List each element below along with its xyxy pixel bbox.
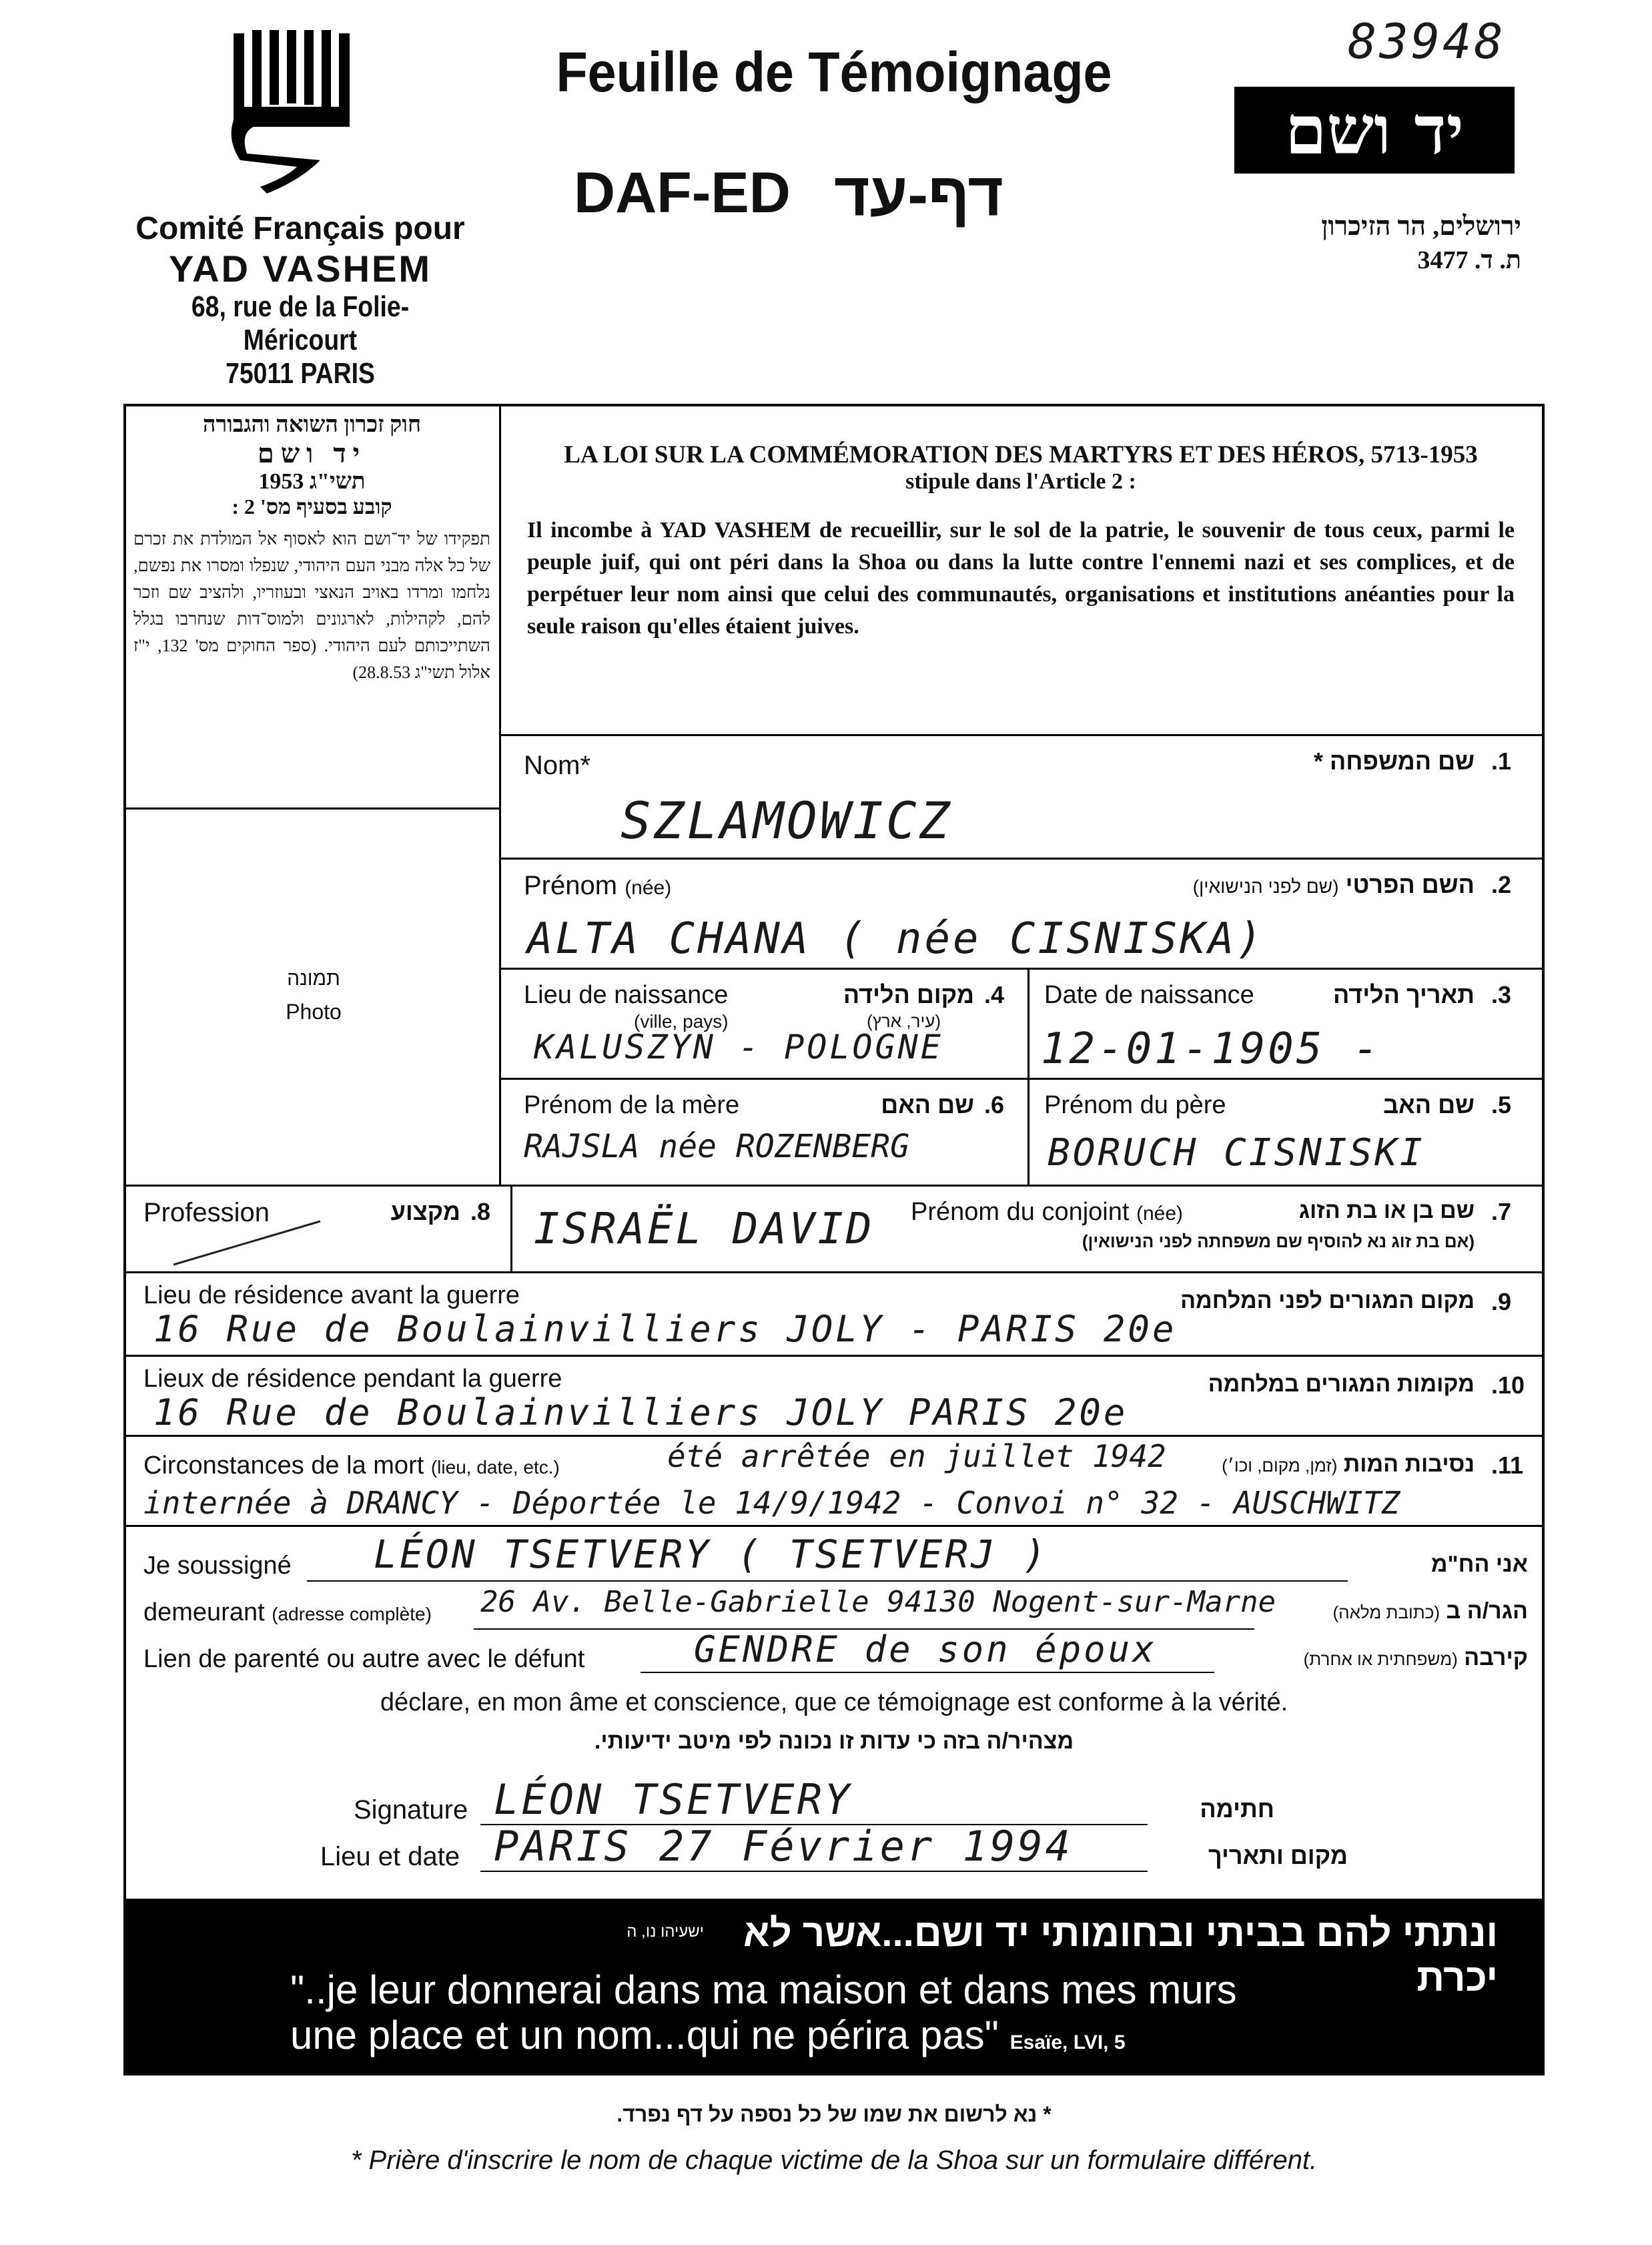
field-profession-label-hebrew: מקצוע (390, 1198, 460, 1225)
banner-line-2 (290, 2012, 1126, 2058)
field-lieu-naissance-label: Lieu de naissance (524, 981, 729, 1009)
field-profession-label: Profession (143, 1198, 270, 1227)
field-lieu-naissance-label-hebrew: מקום הלידה (843, 981, 974, 1008)
hebrew-law-bottom (123, 808, 500, 810)
yad-vashem-hebrew-logo (1234, 87, 1515, 174)
yad-vashem-menorah-logo (227, 27, 360, 200)
field-lieu-naissance-note: (ville, pays) (634, 1011, 729, 1032)
field-prenom-number: .2 (1491, 871, 1512, 898)
field-date-naissance-label: Date de naissance (1044, 981, 1254, 1009)
field-nom-number: .1 (1491, 747, 1512, 775)
signature-label-hebrew: חתימה (1200, 1795, 1274, 1823)
field-profession-strike (167, 1215, 327, 1268)
footer-french: * Prière d'inscrire le nom de chaque victime de la Shoa sur un formulaire différent. (350, 2146, 1318, 2175)
field-prenom-value: ALTA CHANA ( née CISNISKA) (527, 914, 1265, 964)
field-profession-number: .8 (470, 1198, 491, 1225)
field-mere-number: .6 (984, 1091, 1005, 1118)
place-date-line (480, 1871, 1148, 1872)
field-residence-avant-label-hebrew: מקום המגורים לפני המלחמה (1180, 1288, 1475, 1313)
field-residence-avant-label: Lieu de résidence avant la guerre (143, 1281, 520, 1309)
banner-line-2-text: une place et un nom...qui ne périra pas" (290, 2013, 999, 2057)
row-line-circonstances (123, 1435, 1545, 1437)
field-residence-pendant-value: 16 Rue de Boulainvilliers JOLY PARIS 20e (153, 1391, 1128, 1433)
field-pere-label: Prénom du père (1044, 1091, 1226, 1119)
field-conjoint-value: ISRAËL DAVID (534, 1205, 875, 1254)
row-line-residence-pendant (123, 1355, 1545, 1357)
declarant-name-value: LÉON TSETVERY ( TSETVERJ ) (374, 1532, 1049, 1577)
field-date-naissance-number: .3 (1491, 981, 1512, 1008)
field-conjoint-label-note: (née) (1136, 1203, 1184, 1225)
field-pere-value: BORUCH CISNISKI (1048, 1131, 1425, 1175)
declarant-rel-label-hebrew-text: קירבה (1464, 1645, 1528, 1670)
french-law (527, 440, 1515, 643)
hebrew-law-body: תפקידו של יד־ושם הוא לאסוף אל המולדת את זכרם של כל אלה מבני העם היהודי, שנפלו ומסרו את נפשם, נלחמו ומרדו באויב הנאצי ובעוזריו, ולהציב שם וזכר להם, לקהילות, לארגונים ולמוס־דות שנחרבו בגלל השתייכותם לעם היהודי. (ספר החוקים מס' 132, י"ז אלול תשי"ג 28.8.53) (133, 529, 490, 682)
hebrew-law (133, 412, 490, 686)
declarant-rel-label: Lien de parenté ou autre avec le défunt (143, 1645, 585, 1673)
hebrew-law-title: חוק זכרון השואה והגבורה (202, 412, 422, 437)
org-line-3: 68, rue de la Folie-Méricourt (191, 290, 410, 356)
field-circonstances-label-hebrew-note: (זמן, מקום, וכו׳) (1222, 1456, 1338, 1476)
field-prenom-label-note: (née) (625, 877, 672, 899)
field-nom-value: SZLAMOWICZ (621, 791, 953, 850)
page-title: Feuille de Témoignage (556, 41, 1112, 103)
field-lieu-naissance-number: .4 (984, 981, 1005, 1008)
org-block (113, 210, 487, 390)
col-divider-naissance (1027, 968, 1029, 1187)
field-circonstances-value-2: internée à DRANCY - Déportée le 14/9/1942 - Convoi n° 32 - AUSCHWITZ (143, 1485, 1400, 1521)
place-date-label: Lieu et date (320, 1842, 460, 1871)
field-prenom-label-hebrew (1068, 871, 1475, 899)
place-date-value: PARIS 27 Février 1994 (494, 1822, 1073, 1871)
field-conjoint-number: .7 (1491, 1198, 1512, 1225)
archive-number: 83948 (1348, 13, 1506, 69)
photo-label-hebrew: תמונה (287, 968, 340, 990)
declarant-addr-label (143, 1598, 432, 1627)
field-conjoint-label-text: Prénom du conjoint (911, 1198, 1130, 1226)
field-mere-label-hebrew: שם האם (881, 1091, 974, 1118)
field-circonstances-number: .11 (1491, 1452, 1524, 1479)
declarant-name-line (307, 1580, 1348, 1582)
row-line-declarant (123, 1525, 1545, 1527)
field-conjoint-label-hebrew: שם בן או בת הזוג (1298, 1198, 1475, 1223)
field-lieu-naissance-value: KALUSZYN - POLOGNE (534, 1028, 943, 1066)
logo-hebrew-text: יד ושם (1285, 91, 1464, 170)
field-mere-value: RAJSLA née ROZENBERG (524, 1128, 909, 1165)
declaration-hebrew: מצהיר/ה בזה כי עדות זו נכונה לפי מיטב ידיעותי. (594, 1728, 1074, 1754)
declarant-addr-note-hebrew: (כתובת מלאה) (1332, 1602, 1440, 1622)
field-pere-number: .5 (1491, 1091, 1512, 1118)
field-prenom-label (524, 871, 671, 901)
declaration-french: déclare, en mon âme et conscience, que ce témoignage est conforme à la vérité. (380, 1688, 1288, 1716)
field-pere-label-hebrew: שם האב (1383, 1091, 1475, 1118)
org-line-2: YAD VASHEM (168, 248, 432, 290)
field-nom-label-hebrew: שם המשפחה * (1313, 747, 1475, 775)
daf-ed-hebrew-title: דף-עד (834, 161, 1003, 229)
declarant-name-label-hebrew: אני הח"מ (1430, 1552, 1528, 1577)
field-conjoint-note-hebrew: (אם בת זוג נא להוסיף שם משפחתה לפני הנישואין) (1082, 1231, 1475, 1251)
field-residence-pendant-number: .10 (1491, 1371, 1525, 1399)
field-residence-avant-number: .9 (1491, 1288, 1512, 1315)
banner-hebrew: ונתתי להם בביתי ובחומותי יד ושם...אשר לא יכרת (743, 1911, 1498, 1999)
photo-label: Photo (286, 1000, 342, 1024)
field-circonstances-label-text: Circonstances de la mort (143, 1452, 424, 1480)
banner-ref: Esaïe, LVI, 5 (1009, 2031, 1126, 2053)
signature-label: Signature (354, 1795, 468, 1825)
row-line-nom (499, 734, 1545, 736)
field-prenom-label-hebrew-note: (שם לפני הנישואין) (1192, 876, 1339, 897)
field-residence-pendant-label: Lieux de résidence pendant la guerre (143, 1365, 562, 1393)
hebrew-address-2: ת. ד. 3477 (1417, 246, 1521, 274)
field-prenom-label-hebrew-text: השם הפרטי (1345, 871, 1475, 898)
declarant-addr-label-text: demeurant (143, 1598, 265, 1626)
org-line-1: Comité Français pour (135, 211, 465, 246)
field-circonstances-label-note: (lieu, date, etc.) (430, 1457, 560, 1478)
place-date-label-hebrew: מקום ותאריך (1208, 1842, 1348, 1869)
field-residence-avant-value: 16 Rue de Boulainvilliers JOLY - PARIS 20e (153, 1308, 1177, 1350)
field-circonstances-label (143, 1452, 560, 1480)
field-date-naissance-value: 12-01-1905 - (1041, 1024, 1382, 1074)
declarant-rel-line (641, 1672, 1214, 1673)
french-law-body: Il incombe à YAD VASHEM de recueillir, sur le sol de la patrie, le souvenir de tous ceux, parmi le peuple juif, qui ont péri dans la Shoa ou dans la lutte contre l'ennemi nazi et ses complices, et de perpétuer leur nom ainsi que celui des communautés, organisations et institutions anéanties pour la seule raison qu'elles étaient juives. (527, 518, 1515, 639)
field-circonstances-label-hebrew-text: נסיבות המות (1343, 1452, 1475, 1477)
declarant-addr-value: 26 Av. Belle-Gabrielle 94130 Nogent-sur-Marne (480, 1585, 1276, 1619)
row-line-parents (499, 1078, 1545, 1080)
field-prenom-label-text: Prénom (524, 871, 618, 900)
hebrew-address-1: ירושלים, הר הזיכרון (1321, 211, 1521, 241)
signature-value: LÉON TSETVERY (494, 1775, 853, 1824)
daf-ed-title: DAF-ED (574, 161, 791, 225)
org-line-4: 75011 PARIS (226, 357, 375, 390)
field-mere-label: Prénom de la mère (524, 1091, 740, 1119)
french-law-title: LA LOI SUR LA COMMÉMORATION DES MARTYRS ET DES HÉROS, 5713-1953 (564, 441, 1478, 468)
declarant-addr-label-hebrew-text: הגר/ה ב (1446, 1598, 1528, 1624)
field-conjoint-label (911, 1198, 1183, 1227)
field-lieu-naissance-note-hebrew: (עיר, ארץ) (867, 1011, 941, 1031)
declarant-addr-note: (adresse complète) (272, 1604, 432, 1624)
hebrew-law-subtitle: יד ושם (257, 438, 367, 468)
field-nom-label: Nom* (524, 751, 591, 780)
french-law-subtitle: stipule dans l'Article 2 : (905, 469, 1136, 494)
declarant-name-label: Je soussigné (143, 1552, 292, 1580)
row-line-residence-avant (123, 1271, 1545, 1273)
left-column-divider (499, 404, 501, 1185)
declarant-rel-note-hebrew: (משפחתית או אחרת) (1303, 1649, 1458, 1669)
col-divider-profession (510, 1185, 512, 1273)
row-line-naissance (499, 968, 1545, 970)
field-residence-pendant-label-hebrew: מקומות המגורים במלחמה (1208, 1371, 1475, 1397)
declarant-rel-value: GENDRE de son époux (694, 1628, 1157, 1670)
hebrew-law-year: תשי"ג 1953 (258, 469, 366, 494)
field-circonstances-value-1: été arrêtée en juillet 1942 (667, 1438, 1166, 1474)
banner-line-1: "..je leur donnerai dans ma maison et dans mes murs (290, 1967, 1237, 2012)
row-line-prenom (499, 858, 1545, 860)
declarant-rel-label-hebrew (1221, 1645, 1528, 1671)
banner-hebrew-ref: ישעיהו נו, ה (627, 1923, 704, 1941)
footer-hebrew: * נא לרשום את שמו של כל נספה על דף נפרד. (616, 2102, 1052, 2126)
quote-banner (123, 1899, 1545, 2075)
hebrew-law-article: קובע בסעיף מס' 2 : (232, 495, 392, 519)
field-date-naissance-label-hebrew: תאריך הלידה (1332, 981, 1475, 1008)
declarant-addr-label-hebrew (1254, 1598, 1528, 1624)
row-line-conjoint (123, 1185, 1545, 1187)
